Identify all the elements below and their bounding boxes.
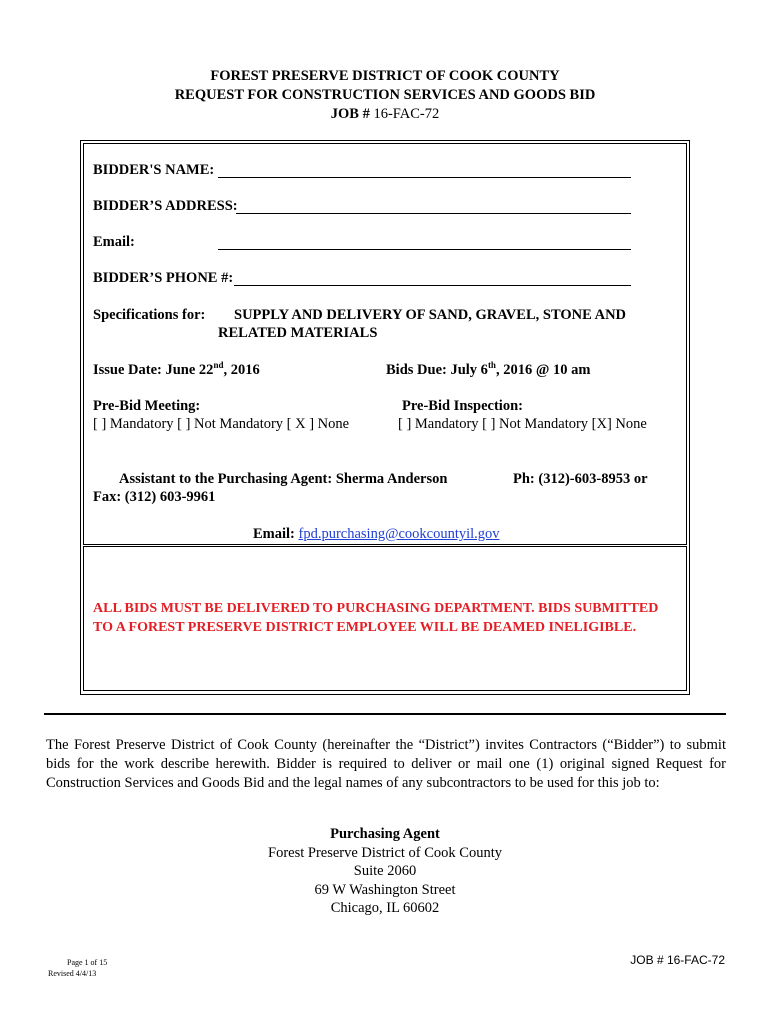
assistant-phone: Ph: (312)-603-8953 or <box>513 471 648 487</box>
prebid-meeting-options: [ ] Mandatory [ ] Not Mandatory [ X ] None <box>93 416 350 432</box>
prebid-inspection-label: Pre-Bid Inspection: <box>402 398 523 414</box>
bidder-name-field[interactable] <box>218 177 631 178</box>
spec-line-1: SUPPLY AND DELIVERY OF SAND, GRAVEL, STONE AND <box>234 307 627 323</box>
footer-revised: Revised 4/4/13 <box>48 969 97 978</box>
notice-line-1: ALL BIDS MUST BE DELIVERED TO PURCHASING DEPARTMENT. BIDS SUBMITTED <box>93 601 659 616</box>
job-number: 16-FAC-72 <box>373 106 440 122</box>
address-title: Purchasing Agent <box>330 826 440 842</box>
issue-date <box>93 362 260 379</box>
bidder-address-label: BIDDER’S ADDRESS: <box>93 198 238 214</box>
footer-job-number: JOB # 16-FAC-72 <box>630 953 725 967</box>
bidder-phone-label: BIDDER’S PHONE #: <box>93 270 234 286</box>
bids-due-text: Bids Due: July 6 <box>386 362 488 378</box>
bidder-name-label: BIDDER'S NAME: <box>93 162 215 178</box>
assistant-fax: Fax: (312) 603-9961 <box>93 489 216 505</box>
bids-due-sup: th <box>487 360 496 371</box>
bidder-address-field[interactable] <box>236 213 631 214</box>
issue-date-text: Issue Date: June 22 <box>93 362 214 378</box>
spec-label: Specifications for: <box>93 307 206 323</box>
bidder-email-field[interactable] <box>218 249 631 250</box>
bids-due <box>386 362 590 379</box>
spec-line-2: RELATED MATERIALS <box>218 325 378 341</box>
address-suite: Suite 2060 <box>353 863 417 879</box>
header-line-2: REQUEST FOR CONSTRUCTION SERVICES AND GOODS BID <box>174 87 596 103</box>
address-org: Forest Preserve District of Cook County <box>268 845 502 861</box>
job-label: JOB # <box>330 106 370 122</box>
bids-due-time: , 2016 @ 10 am <box>495 362 591 378</box>
email-link[interactable]: fpd.purchasing@cookcountyil.gov <box>298 526 500 542</box>
prebid-meeting-label: Pre-Bid Meeting: <box>93 398 201 414</box>
assistant-info: Assistant to the Purchasing Agent: Sherma Anderson <box>119 471 448 487</box>
bidder-email-label: Email: <box>93 234 135 250</box>
notice-box <box>83 546 687 691</box>
address-city: Chicago, IL 60602 <box>330 900 440 916</box>
bidder-phone-field[interactable] <box>234 285 631 286</box>
issue-date-year: , 2016 <box>223 362 260 378</box>
notice-line-2: TO A FOREST PRESERVE DISTRICT EMPLOYEE WILL BE DEAMED INELIGIBLE. <box>93 620 637 635</box>
email-label: Email: <box>253 526 295 542</box>
intro-paragraph: The Forest Preserve District of Cook County (hereinafter the “District”) invites Contractors (“Bidder”) to submit bids for the work describe herewith. Bidder is required to deliver or mail one (1) original signed Request for Construction Services and Goods Bid and the legal names of any subcontractors to be used for this job to: <box>46 737 726 791</box>
issue-date-sup: nd <box>213 360 224 371</box>
address-street: 69 W Washington Street <box>314 882 456 898</box>
email-line <box>253 526 500 543</box>
footer-page-number: Page 1 of 15 <box>67 958 108 967</box>
prebid-inspection-options: [ ] Mandatory [ ] Not Mandatory [X] None <box>398 416 647 432</box>
header-line-1: FOREST PRESERVE DISTRICT OF COOK COUNTY <box>210 68 560 84</box>
header-job-line <box>0 105 770 124</box>
divider-rule <box>44 713 726 715</box>
